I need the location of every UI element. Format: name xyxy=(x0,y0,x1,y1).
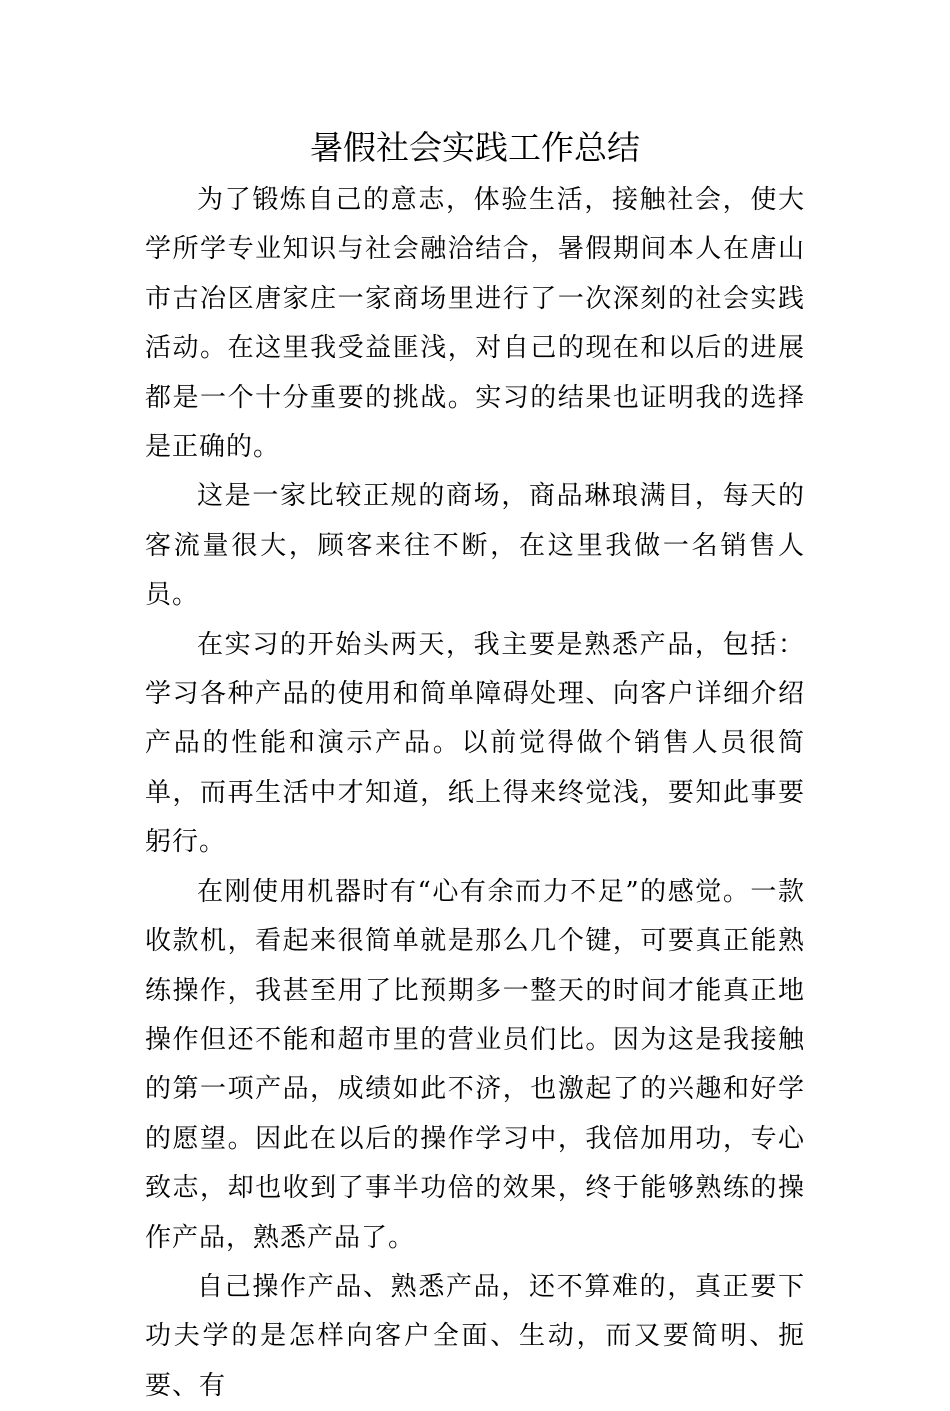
document-title: 暑假社会实践工作总结 xyxy=(310,128,640,167)
paragraph-3: 在实习的开始头两天，我主要是熟悉产品，包括：学习各种产品的使用和简单障碍处理、向客户详细介绍产品的性能和演示产品。以前觉得做个销售人员很简单，而再生活中才知道，纸上得来终觉浅，要知此事要躬行。 xyxy=(145,629,805,858)
paragraph-2: 这是一家比较正规的商场，商品琳琅满目，每天的客流量很大，顾客来往不断，在这里我做一名销售人员。 xyxy=(145,481,805,611)
paragraph-4: 在刚使用机器时有“心有余而力不足”的感觉。一款收款机，看起来很简单就是那么几个键，可要真正能熟练操作，我甚至用了比预期多一整天的时间才能真正地操作但还不能和超市里的营业员们比。因为这是我接触的第一项产品，成绩如此不济，也激起了的兴趣和好学的愿望。因此在以后的操作学习中，我倍加用功，专心致志，却也收到了事半功倍的效果，终于能够熟练的操作产品，熟悉产品了。 xyxy=(145,876,805,1253)
paragraph-1: 为了锻炼自己的意志，体验生活，接触社会，使大学所学专业知识与社会融洽结合，暑假期间本人在唐山市古冶区唐家庄一家商场里进行了一次深刻的社会实践活动。在这里我受益匪浅，对自己的现在和以后的进展都是一个十分重要的挑战。实习的结果也证明我的选择是正确的。 xyxy=(145,185,805,463)
paragraph-5: 自己操作产品、熟悉产品，还不算难的，真正要下功夫学的是怎样向客户全面、生动，而又要简明、扼要、有 xyxy=(145,1271,805,1401)
document-body xyxy=(145,176,805,1411)
